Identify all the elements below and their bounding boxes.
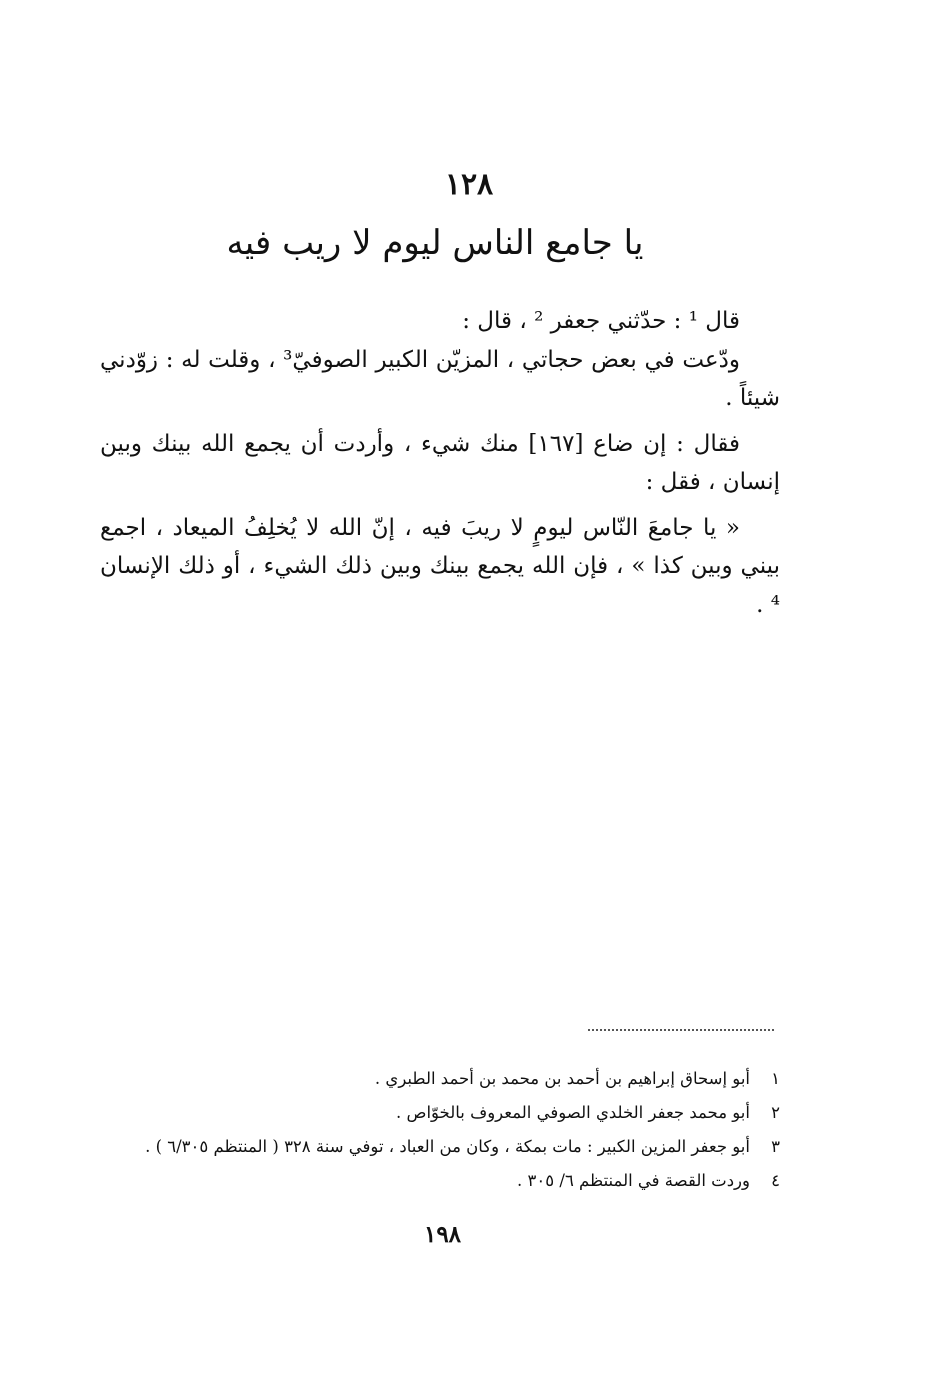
section-number: ١٢٨ [444,167,494,202]
footnote-text: أبو جعفر المزين الكبير : مات بمكة ، وكان من العباد ، توفي سنة ٣٢٨ ( المنتظم ٦/٣٠٥ ) . [145,1137,750,1156]
footnote [100,1130,780,1164]
body-text [100,302,780,624]
section-title: يا جامع الناس ليوم لا ريب فيه [226,223,644,263]
footnote-separator [588,1029,774,1031]
paragraph: فقال : إن ضاع [١٦٧] منك شيء ، وأردت أن يجمع الله بينك وبين إنسان ، فقل : [100,430,780,495]
footnote-text: أبو محمد جعفر الخلدي الصوفي المعروف بالخوّاص . [396,1103,750,1122]
footnote [100,1096,780,1130]
paragraph: « يا جامعَ النّاس ليومٍ لا ريبَ فيه ، إنّ الله لا يُخلِفُ الميعاد ، اجمع بيني وبين كذا » ، فإن الله يجمع بينك وبين ذلك الشيء ، أو ذلك الإنسان ⁴ . [100,514,780,618]
footnote-text: أبو إسحاق إبراهيم بن أحمد بن محمد بن أحمد الطبري . [374,1069,750,1088]
footnote-number: ٣ [771,1137,780,1156]
footnotes [100,1062,780,1198]
footnote [100,1062,780,1096]
footnote-number: ٢ [771,1103,780,1122]
footnote-number: ٤ [771,1171,780,1190]
footnote-text: وردت القصة في المنتظم ٦/ ٣٠٥ . [517,1171,750,1190]
footnote [100,1164,780,1198]
paragraph: ودّعت في بعض حجاتي ، المزيّن الكبير الصوفيّ³ ، وقلت له : زوّدني شيئاً . [100,346,780,411]
page-number: ١٩٨ [423,1221,462,1248]
paragraph: قال ¹ : حدّثني جعفر ² ، قال : [462,308,740,334]
footnote-number: ١ [771,1069,780,1088]
